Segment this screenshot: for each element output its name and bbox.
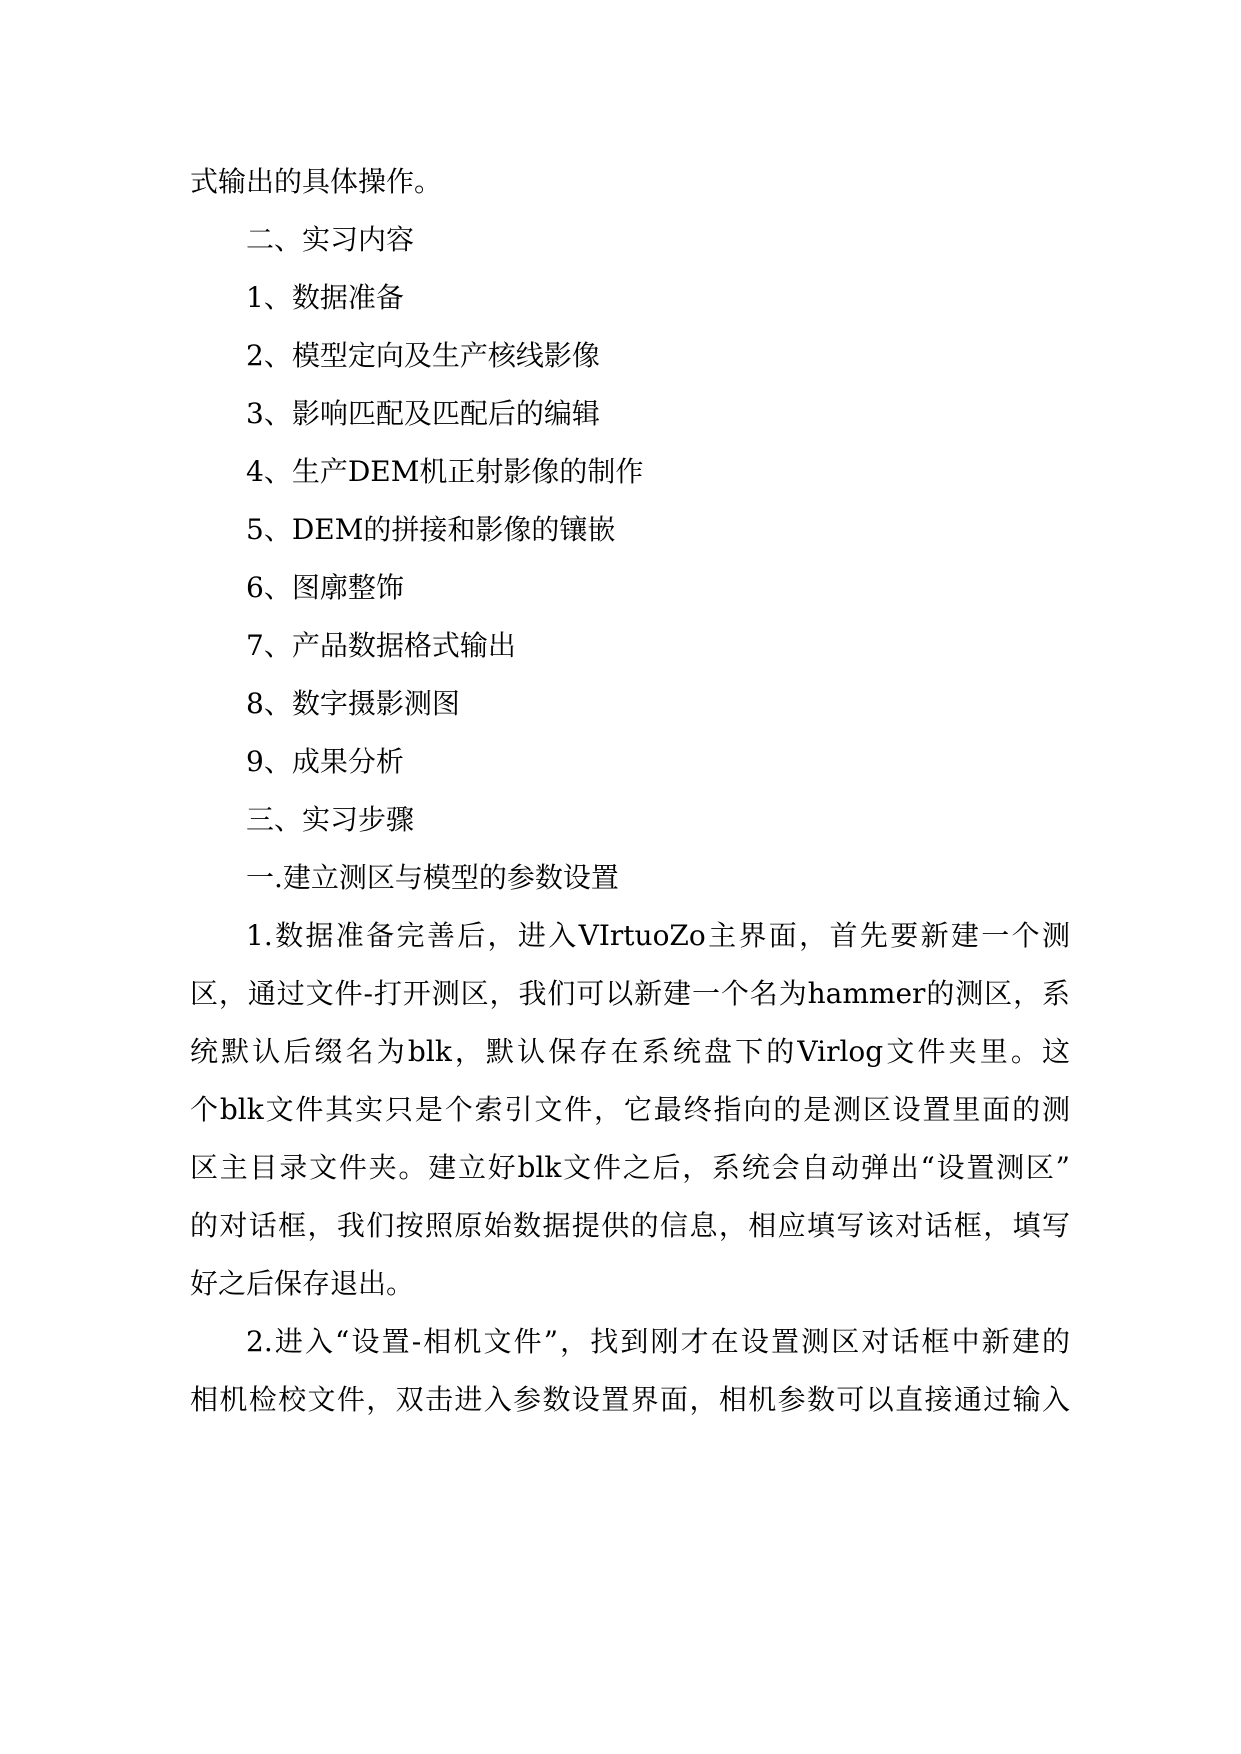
paragraph-line: 区，通过文件-打开测区，我们可以新建一个名为hammer的测区，系 bbox=[190, 977, 1070, 1010]
list-item: 3、影响匹配及匹配后的编辑 bbox=[246, 397, 600, 430]
list-item: 6、图廓整饰 bbox=[246, 571, 404, 604]
list-item: 4、生产DEM机正射影像的制作 bbox=[246, 455, 644, 488]
paragraph-line: 1.数据准备完善后，进入VIrtuoZo主界面，首先要新建一个测 bbox=[246, 919, 1070, 952]
paragraph-line: 统默认后缀名为blk，默认保存在系统盘下的Virlog文件夹里。这 bbox=[190, 1035, 1070, 1068]
list-item: 7、产品数据格式输出 bbox=[246, 629, 516, 662]
text-line: 式输出的具体操作。 bbox=[190, 165, 443, 198]
subsection-heading: 一.建立测区与模型的参数设置 bbox=[246, 861, 619, 894]
paragraph-line: 好之后保存退出。 bbox=[190, 1267, 415, 1300]
paragraph-line: 2.进入“设置-相机文件”，找到刚才在设置测区对话框中新建的 bbox=[246, 1325, 1070, 1358]
section-heading: 三、实习步骤 bbox=[246, 803, 415, 836]
paragraph-line: 的对话框，我们按照原始数据提供的信息，相应填写该对话框，填写 bbox=[190, 1209, 1070, 1242]
list-item: 2、模型定向及生产核线影像 bbox=[246, 339, 600, 372]
list-item: 8、数字摄影测图 bbox=[246, 687, 460, 720]
paragraph-line: 个blk文件其实只是个索引文件，它最终指向的是测区设置里面的测 bbox=[190, 1093, 1070, 1126]
section-heading: 二、实习内容 bbox=[246, 223, 415, 256]
list-item: 1、数据准备 bbox=[246, 281, 404, 314]
paragraph-line: 相机检校文件，双击进入参数设置界面，相机参数可以直接通过输入 bbox=[190, 1383, 1070, 1416]
list-item: 9、成果分析 bbox=[246, 745, 404, 778]
paragraph-line: 区主目录文件夹。建立好blk文件之后，系统会自动弹出“设置测区” bbox=[190, 1151, 1070, 1184]
list-item: 5、DEM的拼接和影像的镶嵌 bbox=[246, 513, 616, 546]
